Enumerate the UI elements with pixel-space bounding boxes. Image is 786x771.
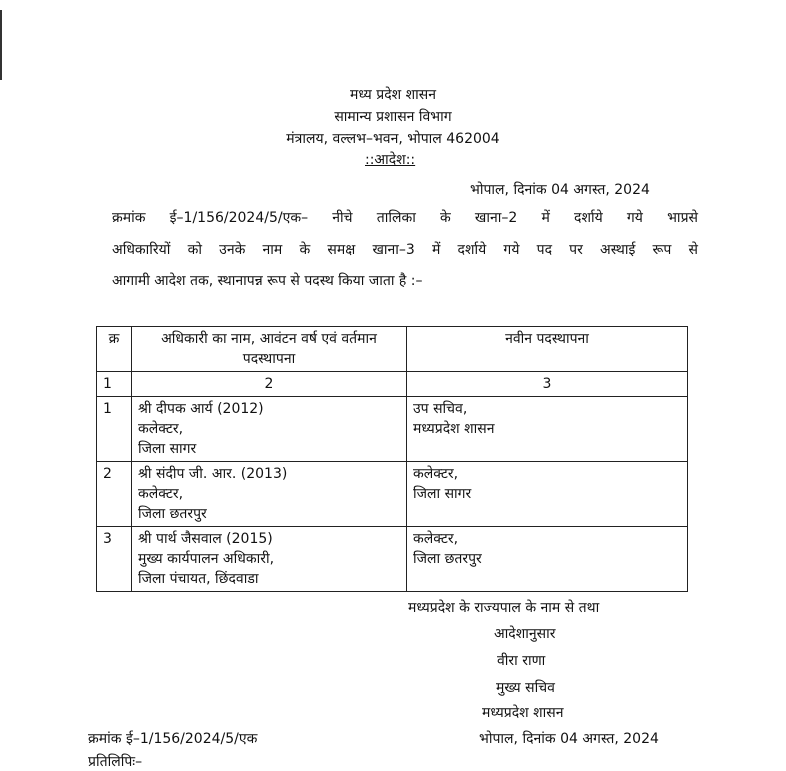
table-row	[97, 527, 688, 592]
body-line-2: अधिकारियों को उनके नाम के समक्ष खाना–3 में दर्शाये गये पद पर अस्थाई रूप से	[112, 242, 698, 258]
row-serial: 2	[97, 462, 132, 527]
new-posting-cell	[407, 462, 688, 527]
officer-current-place: जिला सागर	[138, 441, 197, 457]
posting-table	[96, 326, 688, 592]
new-place: जिला छतरपुर	[413, 551, 482, 567]
officer-current-place: जिला छतरपुर	[138, 506, 207, 522]
signatory-name: वीरा राणा	[497, 653, 546, 669]
new-post: कलेक्टर,	[413, 466, 459, 482]
header-new-posting: नवीन पदस्थापना	[407, 327, 688, 372]
officer-current-post: कलेक्टर,	[138, 421, 184, 437]
new-posting-cell	[407, 527, 688, 592]
signature-authority-line: मध्यप्रदेश के राज्यपाल के नाम से तथा	[408, 600, 600, 616]
table-header-row	[97, 327, 688, 372]
officer-cell	[132, 397, 407, 462]
officer-cell	[132, 527, 407, 592]
footer-copy-to: प्रतिलिपिः–	[88, 754, 143, 770]
officer-name: श्री पार्थ जैसवाल (2015)	[138, 531, 273, 547]
footer-reference: क्रमांक ई–1/156/2024/5/एक	[88, 731, 258, 747]
column-number-3: 3	[407, 372, 688, 397]
table-row	[97, 462, 688, 527]
new-place: जिला सागर	[413, 486, 472, 502]
row-serial: 1	[97, 397, 132, 462]
body-line-1: क्रमांक ई–1/156/2024/5/एक– नीचे तालिका के खाना–2 में दर्शाये गये भाप्रसे	[112, 210, 698, 226]
header-officer: अधिकारी का नाम, आवंटन वर्ष एवं वर्तमान पदस्थापना	[132, 327, 407, 372]
new-post: कलेक्टर,	[413, 531, 459, 547]
officer-name: श्री दीपक आर्य (2012)	[138, 401, 264, 417]
scan-edge-mark	[0, 10, 2, 80]
signatory-designation: मुख्य सचिव	[496, 680, 555, 696]
new-place: मध्यप्रदेश शासन	[413, 421, 495, 437]
officer-name: श्री संदीप जी. आर. (2013)	[138, 466, 288, 482]
table-column-number-row	[97, 372, 688, 397]
header-serial: क्र	[97, 327, 132, 372]
officer-cell	[132, 462, 407, 527]
officer-current-place: जिला पंचायत, छिंदवाडा	[138, 571, 259, 587]
order-title: ::आदेश::	[365, 152, 416, 168]
signatory-office: मध्यप्रदेश शासन	[482, 705, 564, 721]
row-serial: 3	[97, 527, 132, 592]
footer-date: भोपाल, दिनांक 04 अगस्त, 2024	[479, 731, 659, 747]
signature-by-order: आदेशानुसार	[494, 626, 556, 642]
header-government: मध्य प्रदेश शासन	[350, 87, 436, 103]
column-number-1: 1	[97, 372, 132, 397]
column-number-2: 2	[132, 372, 407, 397]
order-date: भोपाल, दिनांक 04 अगस्त, 2024	[470, 182, 650, 198]
header-address: मंत्रालय, वल्लभ–भवन, भोपाल 462004	[286, 131, 500, 147]
body-line-3: आगामी आदेश तक, स्थानापन्न रूप से पदस्थ किया जाता है :–	[112, 273, 423, 289]
header-department: सामान्य प्रशासन विभाग	[334, 109, 452, 125]
officer-current-post: कलेक्टर,	[138, 486, 184, 502]
table-row	[97, 397, 688, 462]
officer-current-post: मुख्य कार्यपालन अधिकारी,	[138, 551, 275, 567]
new-post: उप सचिव,	[413, 401, 468, 417]
new-posting-cell	[407, 397, 688, 462]
